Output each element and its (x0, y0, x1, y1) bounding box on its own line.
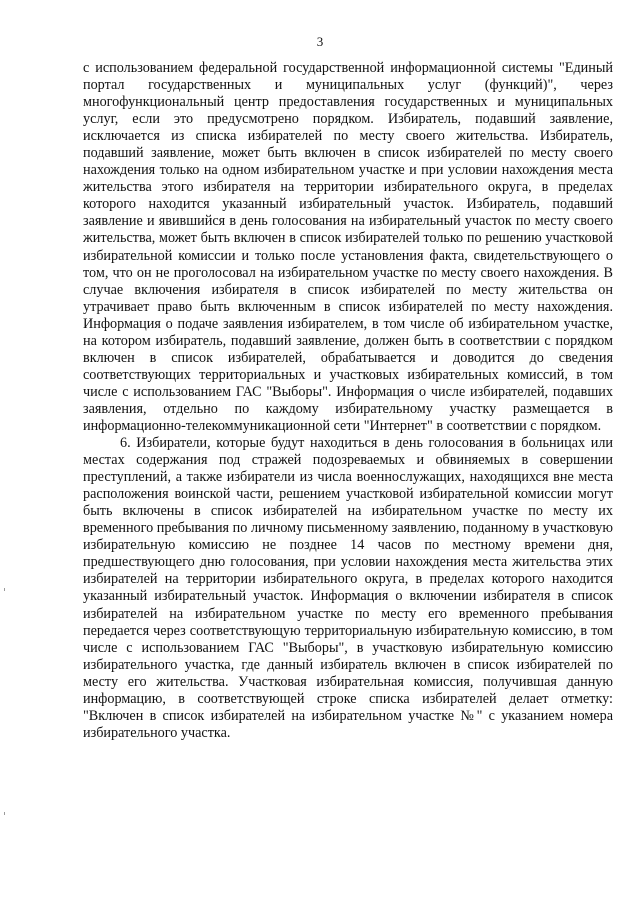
scan-margin-mark (4, 588, 5, 591)
document-body (83, 60, 613, 742)
paragraph-item-6: 6. Избиратели, которые будут находиться в день голосования в больницах или местах содержания под стражей подозреваемых и обвиняемых в совершении преступлений, а также избиратели из числа военнослужащих, находящихся вне места расположения воинской части, решением участковой избирательной комиссии могут быть включены в список избирателей на избирательном участке по месту их временного пребывания по личному письменному заявлению, поданному в участковую избирательную комиссию не позднее 14 часов по местному времени дня, предшествующего дню голосования, при условии нахождения места жительства этих избирателей на территории избирательного округа, в пределах которого находится указанный избирательный участок. Информация о включении избирателя в список избирателей на избирательном участке по месту его временного пребывания передается через соответствующую территориальную избирательную комиссию, в том числе с использованием ГАС "Выборы", в участковую избирательную комиссию избирательного участка, где данный избиратель включен в список избирателей по месту его жительства. Участковая избирательная комиссия, получившая данную информацию, в соответствующей строке списка избирателей делает отметку: "Включен в список избирателей на избирательном участке №" с указанием номера избирательного участка. (83, 435, 613, 741)
paragraph-continuation: с использованием федеральной государственной информационной системы "Единый портал государственных и муниципальных услуг (функций)", через многофункциональный центр предоставления государственных и муниципальных услуг, если это предусмотрено порядком. Избиратель, подавший заявление, исключается из списка избирателей по месту своего жительства. Избиратель, подавший заявление, может быть включен в список избирателей по месту своего нахождения только на одном избирательном участке и при условии нахождения места жительства этого избирателя на территории избирательного округа, в пределах которого находится указанный избирательный участок. Избиратель, подавший заявление и явившийся в день голосования на избирательный участок по месту своего жительства, может быть включен в список избирателей только по решению участковой избирательной комиссии и только после установления факта, свидетельствующего о том, что он не проголосовал на избирательном участке по месту своего нахождения. В случае включения избирателя в список избирателей по месту жительства он утрачивает право быть включенным в список избирателей по месту нахождения. Информация о подаче заявления избирателем, в том числе об избирательном участке, на котором избиратель, подавший заявление, должен быть в соответствии с порядком включен в список избирателей, обрабатывается и доводится до сведения соответствующих территориальных и участковых избирательных комиссий, в том числе с использованием ГАС "Выборы". Информация о числе избирателей, подавших заявления, отдельно по каждому избирательному участку размещается в информационно-телекоммуникационной сети "Интернет" в соответствии с порядком. (83, 60, 613, 434)
page-number: 3 (316, 34, 324, 49)
scan-margin-mark (4, 812, 5, 815)
